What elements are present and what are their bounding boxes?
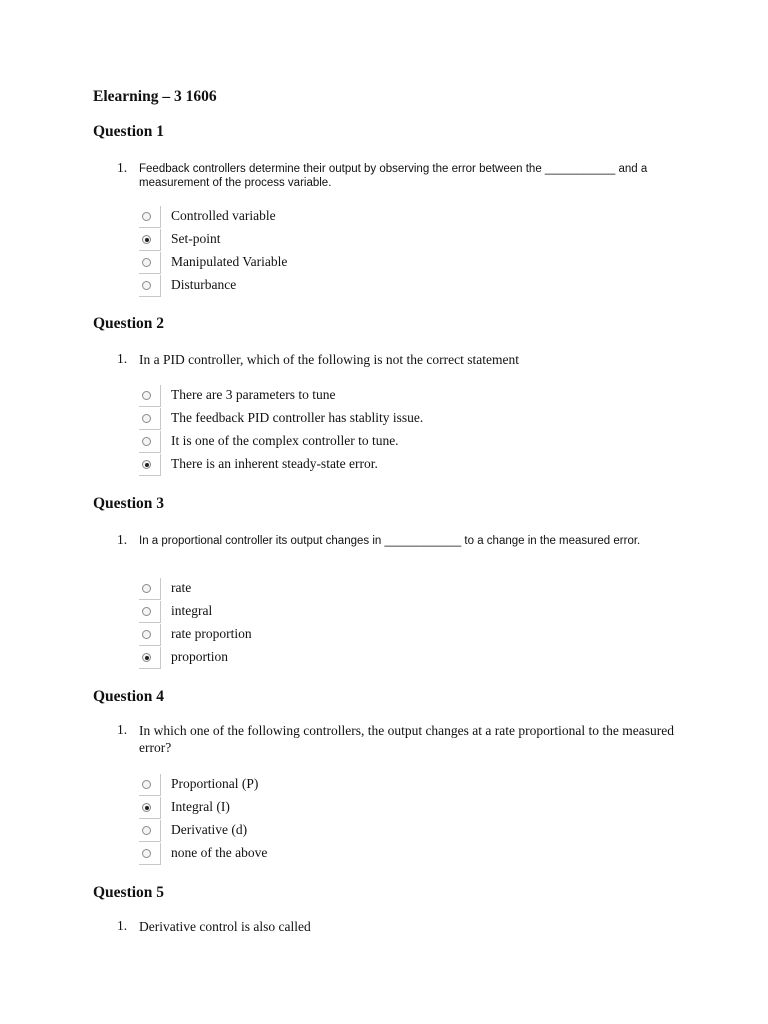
radio-button[interactable] [142, 780, 151, 789]
answer-option[interactable] [139, 431, 539, 454]
answer-option[interactable] [139, 774, 539, 797]
radio-button[interactable] [142, 584, 151, 593]
document-title: Elearning – 3 1606 [93, 88, 217, 105]
option-label: none of the above [171, 845, 268, 860]
option-label: Disturbance [171, 277, 237, 292]
answer-option[interactable] [139, 624, 539, 647]
answer-option[interactable] [139, 601, 539, 624]
radio-button[interactable] [142, 803, 151, 812]
question-heading: Question 4 [93, 688, 165, 705]
radio-button[interactable] [142, 826, 151, 835]
radio-button[interactable] [142, 414, 151, 423]
question-text: Feedback controllers determine their output by observing the error between the ___________ and a measurement of the process variable. [139, 163, 648, 189]
option-label: rate proportion [171, 626, 252, 641]
question-number: 1. [117, 918, 128, 933]
radio-button[interactable] [142, 391, 151, 400]
answer-option[interactable] [139, 275, 539, 298]
radio-button[interactable] [142, 437, 151, 446]
question-heading: Question 5 [93, 884, 165, 901]
option-label: Integral (I) [171, 799, 230, 814]
radio-button[interactable] [142, 653, 151, 662]
answer-option[interactable] [139, 229, 539, 252]
option-label: Manipulated Variable [171, 254, 288, 269]
radio-button[interactable] [142, 281, 151, 290]
option-label: There are 3 parameters to tune [171, 387, 336, 402]
question-text: In a proportional controller its output changes in ____________ to a change in the measured error. [139, 535, 641, 547]
answer-option[interactable] [139, 385, 539, 408]
question-text: In a PID controller, which of the following is not the correct statement [139, 352, 519, 367]
option-label: Proportional (P) [171, 776, 259, 791]
radio-button[interactable] [142, 212, 151, 221]
question-number: 1. [117, 160, 128, 175]
radio-button[interactable] [142, 460, 151, 469]
option-label: It is one of the complex controller to tune. [171, 433, 399, 448]
option-label: Controlled variable [171, 208, 276, 223]
radio-button[interactable] [142, 849, 151, 858]
option-label: Set-point [171, 231, 221, 246]
question-heading: Question 2 [93, 315, 165, 332]
question-heading: Question 3 [93, 495, 165, 512]
answer-option[interactable] [139, 797, 539, 820]
answer-option[interactable] [139, 578, 539, 601]
radio-button[interactable] [142, 607, 151, 616]
question-text: Derivative control is also called [139, 919, 311, 934]
option-label: There is an inherent steady-state error. [171, 456, 378, 471]
question-text: In which one of the following controllers, the output changes at a rate proportional to the measured error? [139, 723, 674, 755]
answer-option[interactable] [139, 843, 539, 866]
answer-option[interactable] [139, 206, 539, 229]
question-number: 1. [117, 532, 128, 547]
answer-option[interactable] [139, 408, 539, 431]
option-label: integral [171, 603, 213, 618]
question-number: 1. [117, 351, 128, 366]
radio-button[interactable] [142, 235, 151, 244]
option-label: proportion [171, 649, 228, 664]
question-number: 1. [117, 722, 128, 737]
answer-option[interactable] [139, 820, 539, 843]
option-label: rate [171, 580, 192, 595]
answer-option[interactable] [139, 647, 539, 670]
answer-option[interactable] [139, 252, 539, 275]
option-label: Derivative (d) [171, 822, 248, 837]
option-label: The feedback PID controller has stablity issue. [171, 410, 424, 425]
question-heading: Question 1 [93, 123, 165, 140]
radio-button[interactable] [142, 258, 151, 267]
answer-option[interactable] [139, 454, 539, 477]
radio-button[interactable] [142, 630, 151, 639]
